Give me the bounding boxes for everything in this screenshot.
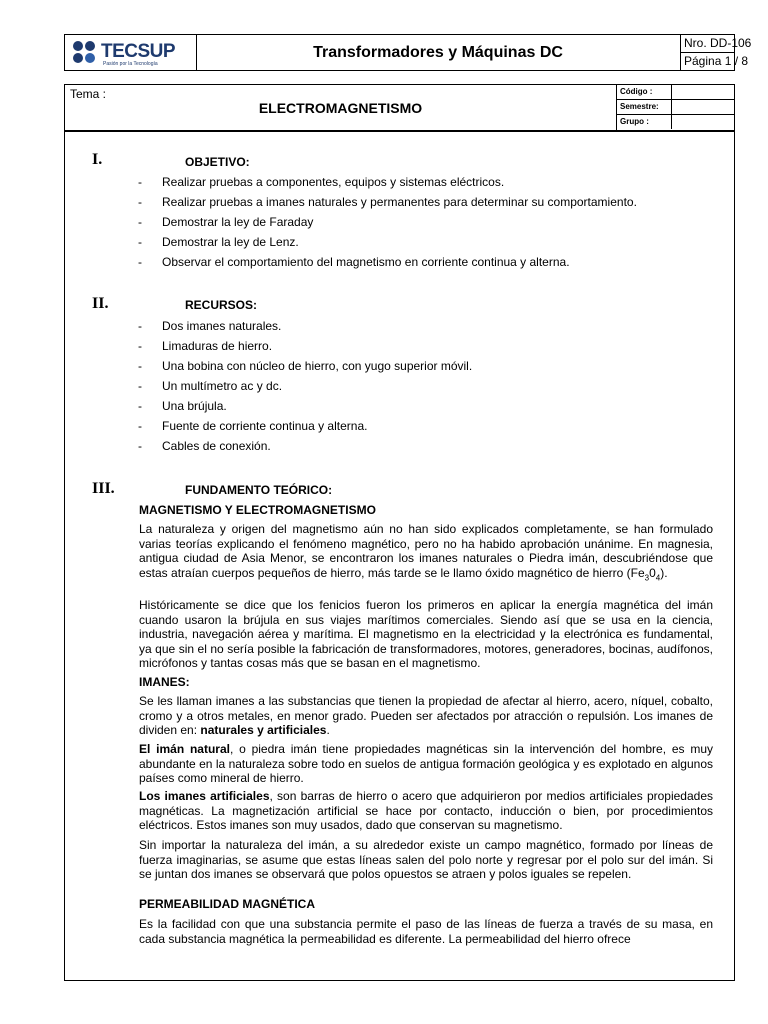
paragraph-imanes-artificiales: Los imanes artificiales, son barras de hierro o acero que adquirieron por medios artificiales propiedades magnéticas. La magnetización artificial se hace por contacto, inducción o bien, por procedimientos eléctricos. Estos imanes son muy usados, dado que conservan su magnetismo. (139, 789, 713, 833)
list-item: - Un multímetro ac y dc. (138, 379, 283, 393)
tema-table (64, 84, 735, 131)
logo-tagline: Pasión por la Tecnología (103, 61, 158, 67)
list-item: - Demostrar la ley de Faraday (138, 215, 314, 229)
paragraph-magnetismo-origen: La naturaleza y origen del magnetismo aún no han sido explicados completamente, se han formulado varias teorías explicando el fenómeno magnético, pero no ha habido aprobación unánime. En magnesia, antigua ciudad de Asia Menor, se encontraron los imanes naturales o Piedra imán, descubriéndose que estas atraían cuerpos pequeños de hierro, más tarde se le llamo óxido magnético de hierro $(Fe_30_4)$. (139, 522, 713, 583)
paragraph-imanes: Se les llaman imanes a las substancias que tienen la propiedad de afectar al hierro, acero, níquel, cobalto, cromo y a otros metales, en menor grado. Pueden ser afectados por atracción o repulsión. Los imanes de dividen en: naturales y artificiales. (139, 694, 713, 738)
logo-cell (65, 35, 197, 70)
semestre-value[interactable] (672, 100, 734, 114)
semestre-label: Semestre: (616, 100, 672, 114)
paragraph-iman-natural: El imán natural, o piedra imán tiene propiedades magnéticas sin la intervención del hombre, es muy abundante en la naturaleza sobre todo en suelos de antigua formación geológica y es explotado en algunos países como mineral de hierro. (139, 742, 713, 786)
list-item: - Cables de conexión. (138, 439, 271, 453)
document-title: Transformadores y Máquinas DC (313, 44, 563, 61)
meta-fields (616, 85, 734, 130)
section-number-recursos: II. (92, 295, 109, 312)
page-number: Página 1 / 8 (681, 52, 735, 70)
grupo-value[interactable] (672, 115, 734, 129)
document-reference (680, 35, 752, 70)
list-item: - Una brújula. (138, 399, 227, 413)
section-title-fundamento: FUNDAMENTO TEÓRICO: (185, 483, 333, 497)
codigo-label: Código : (616, 85, 672, 99)
section-title-objetivo: OBJETIVO: (185, 155, 250, 169)
objetivo-list (138, 172, 637, 272)
meta-row-grupo (616, 115, 734, 129)
paragraph-magnetismo-historia: Históricamente se dice que los fenicios fueron los primeros en aplicar la energía magnética del imán cuando usaron la brújula en sus viajes marítimos comerciales. Siendo así que se usa en la ciencia, industria, navegación aérea y marítima. El magnetismo en la electricidad y la electrónica es fundamental, ya que sin el no sería posible la fabricación de transformadores, motores, generadores, bocinas, audífonos, micrófonos y tantas cosas más que se basan en el magnetismo. (139, 598, 713, 671)
section-number-objetivo: I. (92, 151, 103, 168)
grupo-label: Grupo : (616, 115, 672, 129)
document-header (64, 34, 752, 71)
subheading-imanes: IMANES: (139, 675, 190, 689)
recursos-list (138, 316, 472, 456)
list-item: - Realizar pruebas a imanes naturales y permanentes para determinar su comportamiento. (138, 195, 637, 209)
paragraph-permeabilidad: Es la facilidad con que una substancia permite el paso de las líneas de fuerza a través de su masa, en cada substancia magnética la permeabilidad es diferente. La permeabilidad del hierro ofrece (139, 917, 713, 946)
section-number-fundamento: III. (92, 480, 115, 497)
list-item: - Observar el comportamiento del magnetismo en corriente continua y alterna. (138, 255, 570, 269)
tema-cell (65, 85, 617, 130)
list-item: - Realizar pruebas a componentes, equipos y sistemas eléctricos. (138, 175, 505, 189)
list-item: - Limaduras de hierro. (138, 339, 273, 353)
list-item: - Demostrar la ley de Lenz. (138, 235, 299, 249)
list-item: - Una bobina con núcleo de hierro, con yugo superior móvil. (138, 359, 473, 373)
tema-label: Tema : (70, 87, 107, 101)
list-item: - Fuente de corriente continua y alterna. (138, 419, 368, 433)
tecsup-logo (71, 39, 176, 70)
logo-text: TECSUP (101, 41, 176, 62)
tema-title: ELECTROMAGNETISMO (258, 100, 423, 116)
meta-row-codigo (616, 85, 734, 100)
paragraph-campo-magnetico: Sin importar la naturaleza del imán, a su alrededor existe un campo magnético, formado por líneas de fuerza imaginarias, se asume que estas líneas salen del polo norte y regresar por el polo sur del imán. Si se juntan dos imanes se observará que polos opuestos se atraen y polos iguales se repelen. (139, 838, 713, 882)
meta-row-semestre (616, 100, 734, 115)
section-title-recursos: RECURSOS: (185, 298, 258, 312)
codigo-value[interactable] (672, 85, 734, 99)
tecsup-logo-icon (71, 39, 99, 65)
subheading-permeabilidad: PERMEABILIDAD MAGNÉTICA (139, 897, 315, 911)
subheading-magnetismo: MAGNETISMO Y ELECTROMAGNETISMO (139, 503, 376, 517)
list-item: - Dos imanes naturales. (138, 319, 282, 333)
doc-number: Nro. DD-106 (684, 36, 752, 50)
